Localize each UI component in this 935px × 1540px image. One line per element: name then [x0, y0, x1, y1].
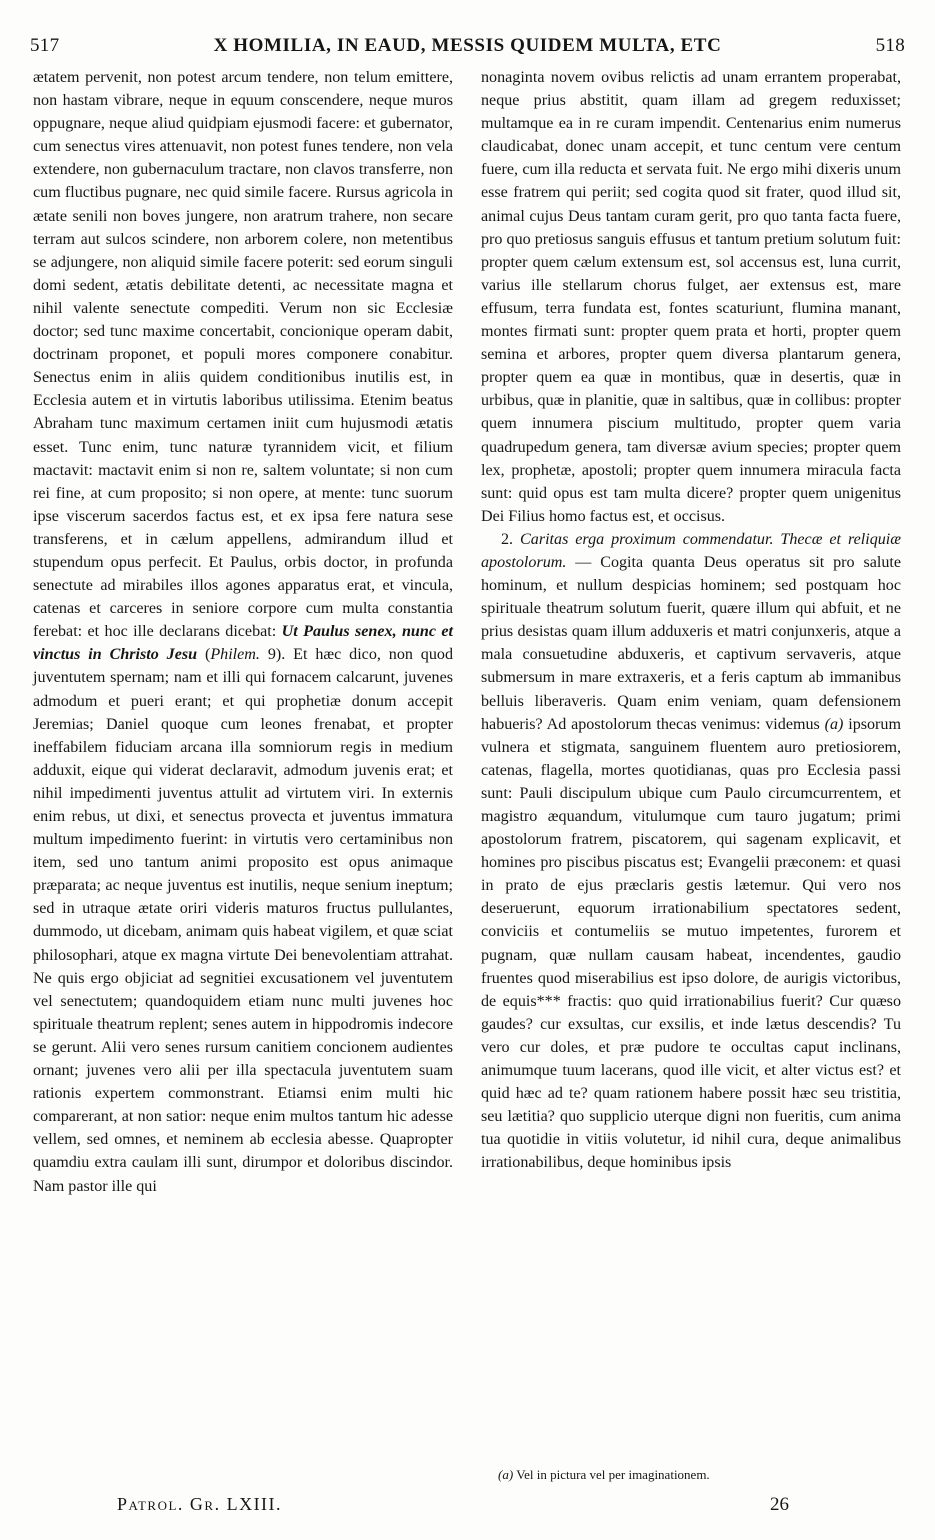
running-title: X HOMILIA, IN EAUD, MESSIS QUIDEM MULTA, ETC — [213, 35, 722, 56]
section-number: 2. — [501, 530, 514, 548]
left-text-part-1: ætatem pervenit, non potest arcum tendere, non telum emittere, non hastam vibrare, neque in equum conscendere, neque muros oppugnare, neque aliud quidpiam ejusmodi facere: et gubernator, cum senectus vires attenuavit, non potest funes tendere, non vela extendere, non gubernaculum tractare, non clavos transferre, non cum fluctibus pugnare, nec quid simile facere. Rursus agricola in ætate senili non boves jungere, non aratrum trahere, non secare terram aut sulcos scindere, non arborem colere, non metentibus se adjungere, non aliquid simile facere poterit: sed eorum singuli domi sedent, ætatis debilitate detenti, ac necessitate magna et nihil valente senectute compediti. Verum non sic Ecclesiæ doctor; sed tunc maxime concertabit, concionique operam dabit, doctrinam proponet, et populi mores componere conabitur. Senectus enim in aliis quidem conditionibus inutilis est, in Ecclesia autem et in virtutis laboribus utilissima. Etenim beatus Abraham tunc maximum certamen iniit cum hujusmodi ætatis esset. Tunc enim, tunc naturæ tyrannidem vicit, et filium mactavit: mactavit enim si non re, saltem voluntate; si non cum rei fine, at cum proposito; si non opere, at mente: tunc suorum ipse viscerum sacerdos factus est, et ex ipsa fere natura sese transferens, et in cælum appellens, admirandum illud et stupendum opus perfecit. Et Paulus, orbis doctor, in profunda senectute ad mirabiles illos agones apparatus erat, et vincula, catenas et carceres in seniore corpore cum multa constantia ferebat: et hoc ille declarans dicebat: — [33, 69, 453, 641]
footnote-mark: (a) — [498, 1467, 514, 1482]
footnote-reference: (a) — [824, 715, 844, 733]
right-paragraph-2 — [481, 528, 901, 1175]
sheet-number: 26 — [770, 1494, 789, 1515]
right-paragraph-1: nonaginta novem ovibus relictis ad unam errantem properabat, neque prius abstitit, quam illam ad gregem reduxisset; multamque ea in re curam impendit. Centenarius enim numerus claudicabat, donec unam accepit, et tunc centum vere centum fuere, cum illa reducta et servata fuit. Ne ergo mihi dixeris unum esse fratrem qui periit; sed cogita quod sit frater, quod illud sit, animal cujus Deus tantam curam gerit, pro quo tanta facta fuere, pro quo pretiosus sanguis effusus et tantum pretium solutum fuit: propter quem cælum extensum est, sol accensus est, luna currit, varius ille stellarum chorus fulget, aer extensus est, mare effusum, terra fundata est, fontes scaturiunt, flumina manant, montes firmati sunt: propter quem prata et horti, propter quem semina et arbores, propter quem diversa plantarum genera, propter quem ea quæ in montibus, quæ in desertis, quæ in urbibus, quæ in planitie, quæ in saltibus, quæ in collibus: propter quem innumera piscium multitudo, propter quem varia quadrupedum genera, tam diversæ avium species; propter quem lex, prophetæ, apostoli; propter quem innumera miracula facta sunt: quid opus est tam multa dicere? propter quem unigenitus Dei Filius homo factus est, et occisus. — [481, 69, 901, 525]
signature-mark: Patrol. Gr. LXIII. — [117, 1494, 283, 1514]
left-column — [33, 66, 453, 1198]
scripture-quote: Ut Paulus senex, nunc et vinctus in Christo Jesu — [33, 623, 453, 664]
footnote — [498, 1466, 908, 1484]
page-footer — [117, 1494, 818, 1524]
right-text-part-1: Cogita quanta Deus operatus sit pro salute hominum, et nullum despicias hominem; sed postquam hoc spirituale theatrum solutum fuerit, quære illum qui abfuit, et ne prius desistas quam illum adduxeris et matri conjunxeris, atque a mala consuetudine abduxeris, et captivum servaveris, atque submersum in mare extraxeris, et a feris captum ab immanibus belluis liberaveris. Quam enim veniam, quam defensionem habueris? Ad apostolorum thecas venimus: videmus — [481, 553, 901, 733]
page-number-left: 517 — [30, 35, 60, 56]
running-header — [30, 35, 905, 63]
scripture-citation-number: 9 — [267, 646, 276, 664]
footnote-text: Vel in pictura vel per imaginationem. — [516, 1467, 710, 1482]
right-text-part-2: ipsorum vulnera et stigmata, sanguinem fluentem auro pretiosiorem, catenas, flagella, mortes quotidianas, quas pro Ecclesia passi sunt: Pauli discipulum ubique cum Paulo circumcurrentem, et magistro æquandum, vitulumque cum tauro jugatum; primi apostolorum fratrem, piscatorem, qui sagenam explicavit, et homines pro piscibus piscatus est; Evangelii præconem: et quasi in prato de ejus præclaris gestis lætemur. Qui vero nos deseruerunt, equorum irrationabilium spectatores sedent, conviciis et contumeliis se mutuo impetentes, furorem et pugnam, quæ nullam causam habeat, incendentes, gaudio fruentes quod miserabilius est ipso dolore, de aurigis victoribus, de equis*** fractis: quo quid irrationabilius fuerit? Cur quæso gaudes? cur exsultas, cur exsilis, et inde lætus descendis? Tu vero cur doles, et præ pudore te occultas caput inclinans, animumque tuum lacerans, quod ille vicit, et alter victus est? et quid hæc ad te? quam rationem habere possit hæc seu tristitia, seu lætitia? quo supplicio uterque digni non fueritis, cum anima tua quotidie in vitiis volutetur, id nihil cura, deque animalibus irrationabilibus, deque hominibus ipsis — [481, 715, 901, 1172]
right-column — [481, 66, 901, 1175]
left-paragraph: ætatem pervenit, non potest arcum tendere, non telum emittere, non hastam vibrare, neque in equum conscendere, neque muros oppugnare, neque aliud quidpiam ejusmodi facere: et gubernator, cum senectus vires attenuavit, non potest funes tendere, non vela extendere, non gubernaculum tractare, non clavos transferre, non cum fluctibus pugnare, nec quid simile facere. Rursus agricola in ætate senili non boves jungere, non aratrum trahere, non secare terram aut sulcos scindere, non arborem colere, non metentibus se adjungere, non aliquid simile facere poterit: sed eorum singuli domi sedent, ætatis debilitate detenti, ac necessitate magna et nihil valente senectute compediti. Verum non sic Ecclesiæ doctor; sed tunc maxime concertabit, concionique operam dabit, doctrinam proponet, et populi mores componere conabitur. Senectus enim in aliis quidem conditionibus inutilis est, in Ecclesia autem et in virtutis laboribus utilissima. Etenim beatus Abraham tunc maximum certamen iniit cum hujusmodi ætatis esset. Tunc enim, tunc naturæ tyrannidem vicit, et filium mactavit: mactavit enim si non re, saltem voluntate; si non cum rei fine, at cum proposito; si non opere, at mente: tunc suorum ipse viscerum sacerdos factus est, et ex ipsa fere natura sese transferens, et in cælum appellens, admirandum illud et stupendum opus perfecit. Et Paulus, orbis doctor, in profunda senectute ad mirabiles illos agones apparatus erat, et vincula, catenas et carceres in seniore corpore cum multa constantia ferebat: et hoc ille declarans dicebat: Ut Paulus senex, nunc et vinctus in Christo Jesu (Philem. 9). Et hæc dico, non quod juventutem spernam; nam et illi qui fornacem calcarunt, juvenes admodum et pueri erant; et qui prophetiæ donum accepit Jeremias; Daniel quoque cum leones frenabat, et propter ineffabilem fiduciam arcana illa somniorum regis in medium adduxit, eique qui viderat declaravit, admodum juvenis erat; et nihil impedimenti juventus attulit ad virtutem viri. In externis enim rebus, ut dixi, et senectus provecta et juventus immatura multum impedimento fuerint: in virtutis vero certaminibus non item, sed uno tantum animi proposito est opus animaque præparata; ac neque juventus est inutilis, neque senium ineptum; sed in utraque ætate oriri videris maturos fructus pullulantes, dummodo, ut dicebam, animam quis habeat vigilem, et quæ sciat philosophari, atque ex magna virtute Dei benevolentiam attrahat. Ne quis ergo objiciat ad segnitiei excusationem vel juventutem vel senectutem; quandoquidem etiam nunc multi juvenes hoc spirituale theatrum replent; senes autem in hippodromis indecore se gerunt. Alii vero senes rursum canitiem concionem audientes ornant; juvenes vero alii per illa spectacula juventutem suam rationis expertem commonstrant. Etiamsi enim multi hic comparerant, at non satior: neque enim multos tantum hic adesse vellem, sed omnes, et neminem ab ecclesia abesse. Quapropter quamdiu extra caulam illi sunt, dirumpor et doloribus discindor. Nam pastor ille qui — [33, 69, 453, 1195]
left-text-part-2: Et hæc dico, non quod juventutem spernam; nam et illi qui fornacem calcarunt, juvenes admodum et pueri erant; et qui prophetiæ donum accepit Jeremias; Daniel quoque cum leones frenabat, et propter ineffabilem fiduciam arcana illa somniorum regis in medium adduxit, eique qui viderat declaravit, admodum juvenis erat; et nihil impedimenti juventus attulit ad virtutem viri. In externis enim rebus, ut dixi, et senectus provecta et juventus immatura multum impedimento fuerint: in virtutis vero certaminibus non item, sed uno tantum animi proposito est opus animaque præparata; ac neque juventus est inutilis, neque senium ineptum; sed in utraque ætate oriri videris maturos fructus pullulantes, dummodo, ut dicebam, animam quis habeat vigilem, et quæ sciat philosophari, atque ex magna virtute Dei benevolentiam attrahat. Ne quis ergo objiciat ad segnitiei excusationem vel juventutem vel senectutem; quandoquidem etiam nunc multi juvenes hoc spirituale theatrum replent; senes autem in hippodromis indecore se gerunt. Alii vero senes rursum canitiem concionem audientes ornant; juvenes vero alii per illa spectacula juventutem suam rationis expertem commonstrant. Etiamsi enim multi hic comparerant, at non satior: neque enim multos tantum hic adesse vellem, sed omnes, et neminem ab ecclesia abesse. Quapropter quamdiu extra caulam illi sunt, dirumpor et doloribus discindor. Nam pastor ille qui — [33, 646, 453, 1195]
section-dash: — — [575, 553, 592, 571]
page-number-right: 518 — [875, 35, 905, 56]
scripture-citation: Philem. — [210, 646, 260, 664]
section-heading: Caritas erga proximum commendatur. Thecæ et reliquiæ apostolorum. — [481, 530, 901, 571]
